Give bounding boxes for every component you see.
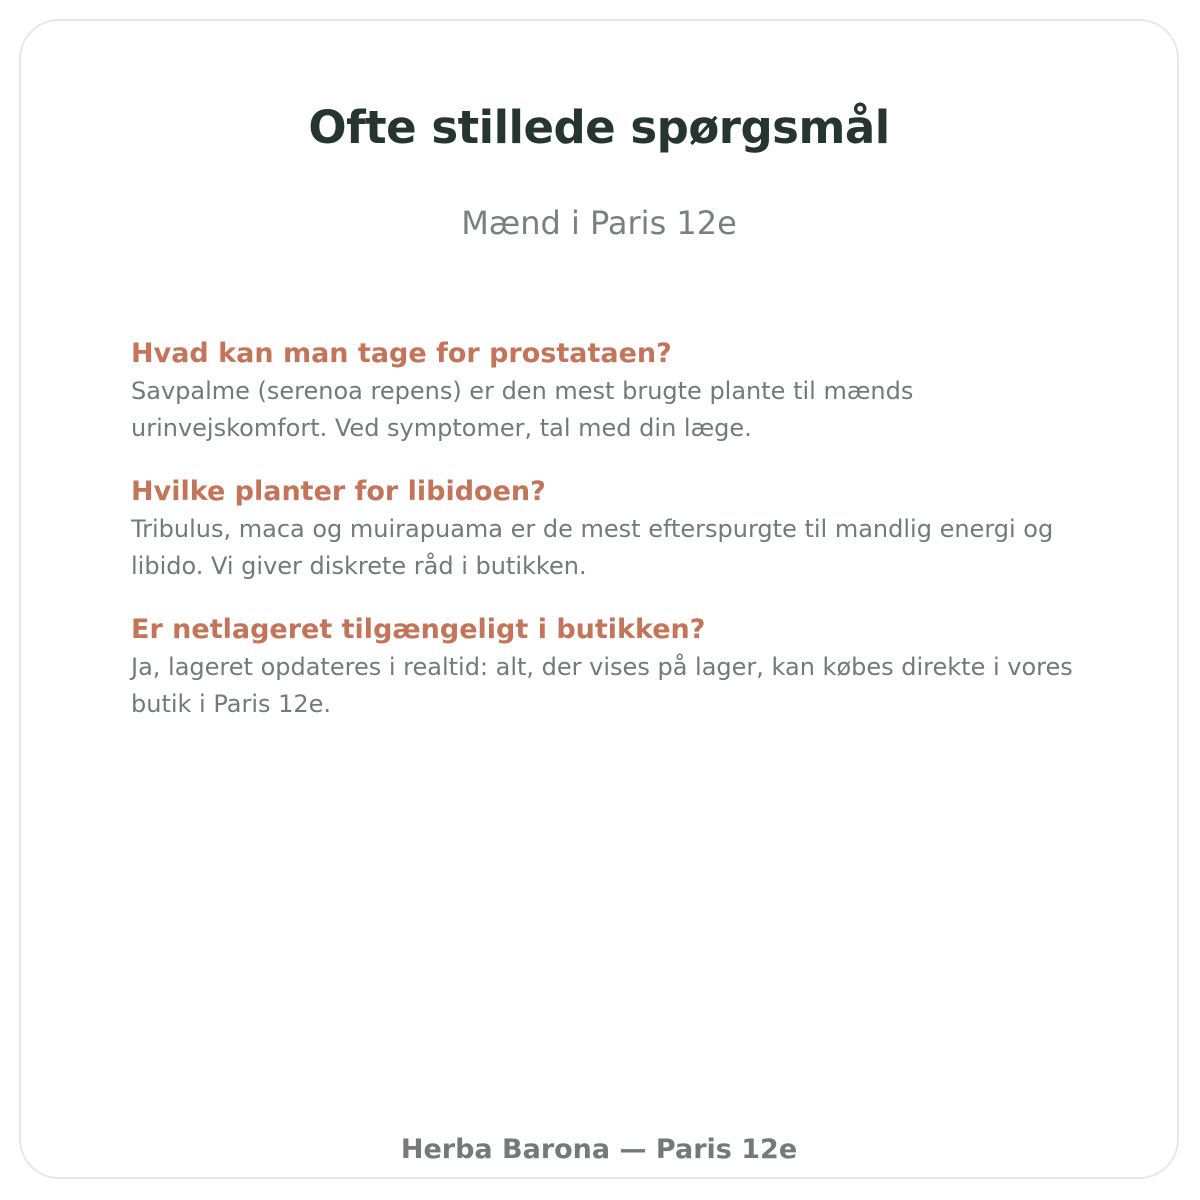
faq-item — [131, 473, 1111, 585]
faq-question: Hvad kan man tage for prostataen? — [131, 338, 672, 369]
footer-store-name: Herba Barona — Paris 12e — [400, 1134, 798, 1165]
faq-question: Hvilke planter for libidoen? — [131, 476, 546, 507]
faq-answer: Savpalme (serenoa repens) er den mest brugte plante til mænds urinvejskomfort. Ved symptomer, tal med din læge. — [131, 377, 914, 442]
faq-question: Er netlageret tilgængeligt i butikken? — [131, 614, 706, 645]
page-title: Ofte stillede spørgsmål — [308, 101, 890, 154]
faq-item — [131, 335, 1111, 447]
faq-list — [131, 335, 1111, 749]
faq-answer: Ja, lageret opdateres i realtid: alt, der vises på lager, kan købes direkte i vores butik i Paris 12e. — [131, 653, 1073, 718]
faq-answer: Tribulus, maca og muirapuama er de mest efterspurgte til mandlig energi og libido. Vi giver diskrete råd i butikken. — [131, 515, 1054, 580]
page-subtitle: Mænd i Paris 12e — [461, 204, 737, 242]
faq-card — [19, 19, 1179, 1179]
faq-item — [131, 611, 1111, 723]
